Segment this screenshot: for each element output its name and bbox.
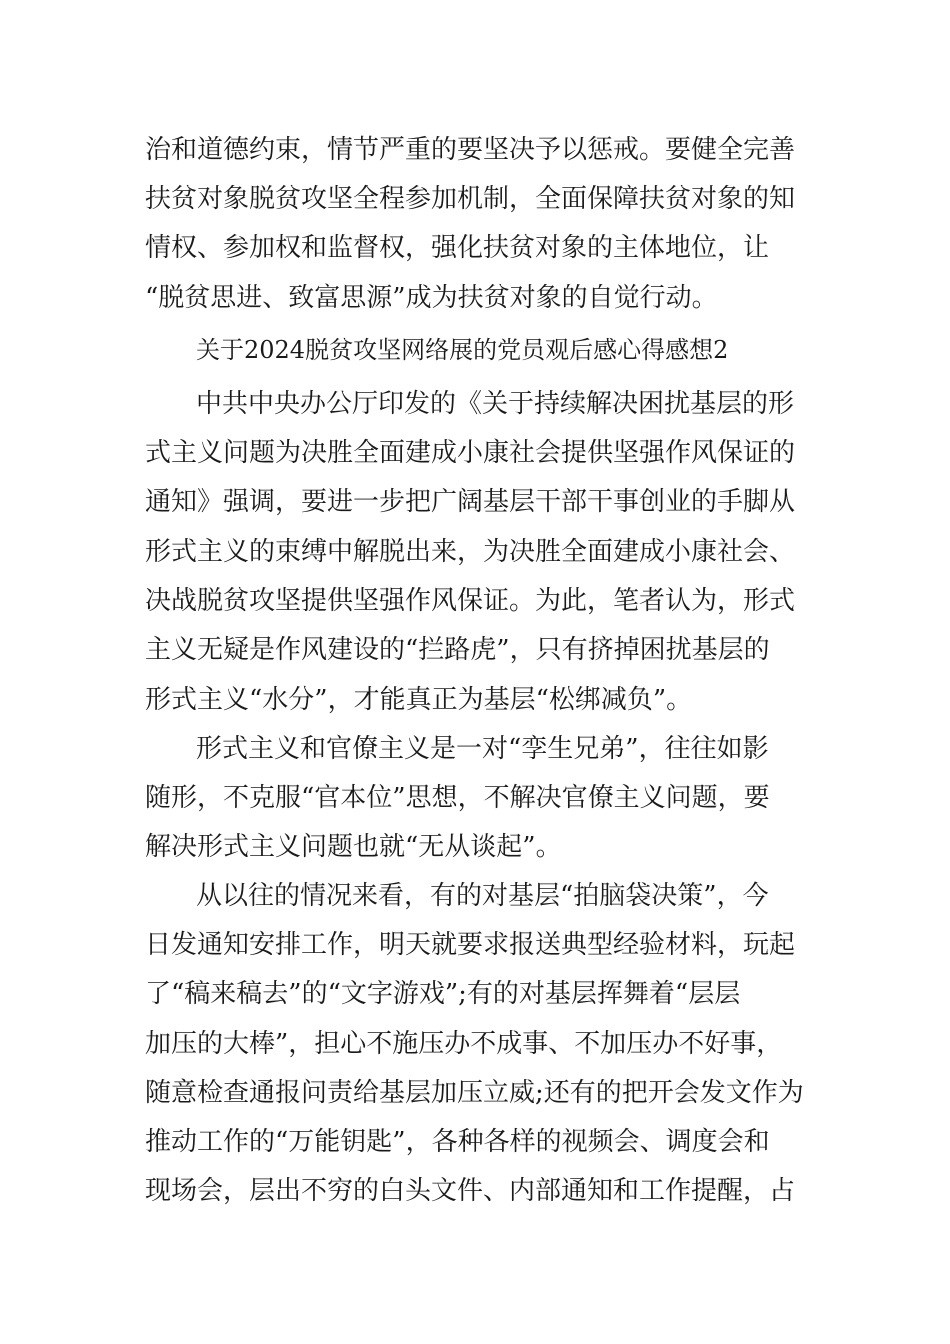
paragraph-line: 日发通知安排工作，明天就要求报送典型经验材料，玩起 xyxy=(145,930,796,960)
paragraph-line: 加压的大棒”，担心不施压办不成事、不加压办不好事， xyxy=(145,1029,783,1059)
paragraph-line: 解决形式主义问题也就“无从谈起”。 xyxy=(145,832,562,862)
paragraph-line: 从以往的情况来看，有的对基层“拍脑袋决策”，今 xyxy=(196,881,769,911)
paragraph-line: 形式主义“水分”，才能真正为基层“松绑减负”。 xyxy=(145,685,693,715)
paragraph-line: 式主义问题为决胜全面建成小康社会提供坚强作风保证的 xyxy=(145,438,796,468)
paragraph-line: 随意检查通报问责给基层加压立威;还有的把开会发文作为 xyxy=(145,1078,804,1108)
paragraph-line: 中共中央办公厅印发的《关于持续解决困扰基层的形 xyxy=(196,389,795,419)
paragraph-line: 情权、参加权和监督权，强化扶贫对象的主体地位，让 xyxy=(145,233,770,263)
paragraph-line: 决战脱贫攻坚提供坚强作风保证。为此，笔者认为，形式 xyxy=(145,586,796,616)
paragraph-line: 现场会，层出不穷的白头文件、内部通知和工作提醒，占 xyxy=(145,1176,796,1206)
paragraph-line: 通知》强调，要进一步把广阔基层干部干事创业的手脚从 xyxy=(145,487,796,517)
paragraph-line: 形式主义的束缚中解脱出来，为决胜全面建成小康社会、 xyxy=(145,537,796,567)
paragraph-line: 治和道德约束，情节严重的要坚决予以惩戒。要健全完善 xyxy=(145,135,796,165)
paragraph-line: 随形，不克服“官本位”思想，不解决官僚主义问题，要 xyxy=(145,783,770,813)
section-heading: 关于2024脱贫攻坚网络展的党员观后感心得感想2 xyxy=(196,336,729,364)
paragraph-line: 形式主义和官僚主义是一对“孪生兄弟”，往往如影 xyxy=(196,734,769,764)
paragraph-line: 推动工作的“万能钥匙”，各种各样的视频会、调度会和 xyxy=(145,1127,770,1157)
paragraph-line: 扶贫对象脱贫攻坚全程参加机制，全面保障扶贫对象的知 xyxy=(145,184,796,214)
paragraph-line: 了“稿来稿去”的“文字游戏”;有的对基层挥舞着“层层 xyxy=(145,979,741,1009)
paragraph-line: 主义无疑是作风建设的“拦路虎”，只有挤掉困扰基层的 xyxy=(145,635,770,665)
paragraph-line: “脱贫思进、致富思源”成为扶贫对象的自觉行动。 xyxy=(145,283,718,313)
